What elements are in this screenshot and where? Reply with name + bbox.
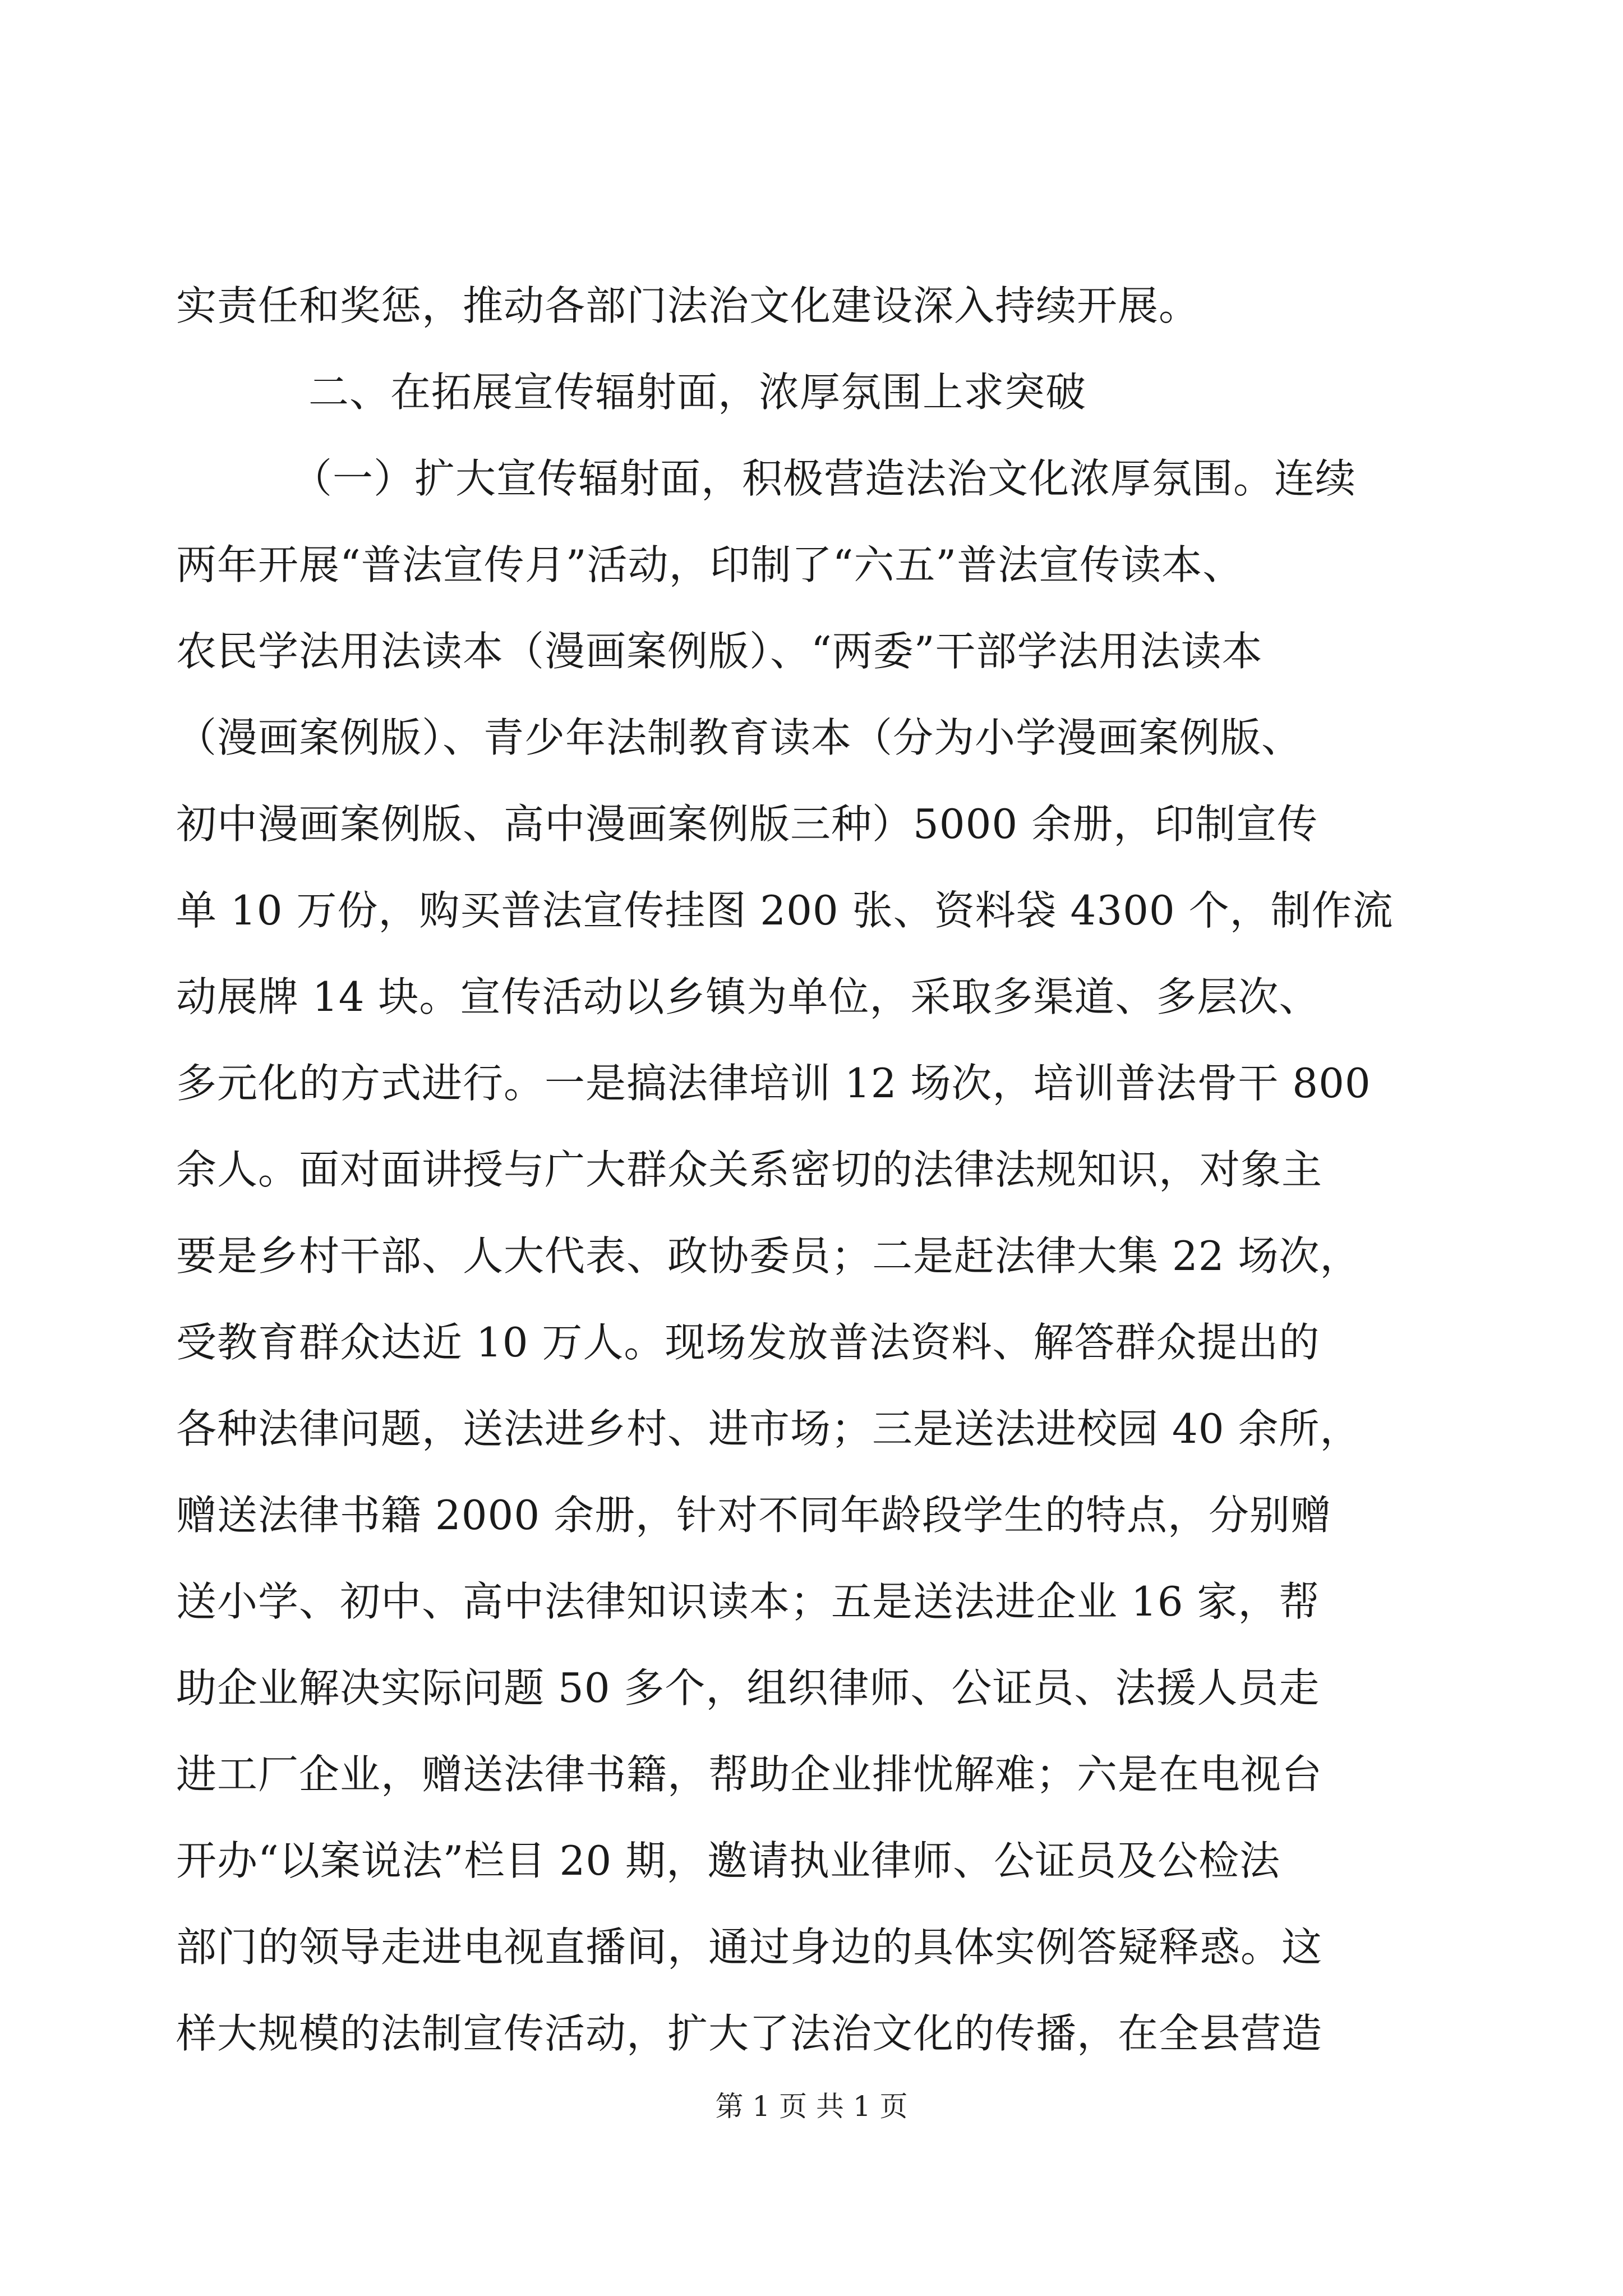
subsection-heading-line: （一）扩大宣传辐射面，积极营造法治文化浓厚氛围。连续 [292, 455, 1357, 502]
section-heading: 二、在拓展宣传辐射面，浓厚氛围上求突破 [308, 369, 1087, 416]
text-line: 初中漫画案例版、高中漫画案例版三种）5000 余册，印制宣传 [176, 800, 1318, 848]
text-line: 要是乡村干部、人大代表、政协委员；二是赶法律大集 22 场次， [176, 1232, 1361, 1280]
text-line: 多元化的方式进行。一是搞法律培训 12 场次，培训普法骨干 800 [176, 1060, 1371, 1107]
page-number-label: 第 1 页 共 1 页 [715, 2090, 908, 2123]
text-line: 助企业解决实际问题 50 多个，组织律师、公证员、法援人员走 [176, 1664, 1320, 1711]
text-line: 单 10 万份，购买普法宣传挂图 200 张、资料袋 4300 个，制作流 [176, 887, 1394, 934]
text-line: 各种法律问题，送法进乡村、进市场；三是送法进校园 40 余所， [176, 1405, 1361, 1452]
text-line: 受教育群众达近 10 万人。现场发放普法资料、解答群众提出的 [176, 1319, 1320, 1366]
text-line: 两年开展“普法宣传月”活动，印制了“六五”普法宣传读本、 [176, 541, 1244, 588]
text-line: 赠送法律书籍 2000 余册，针对不同年龄段学生的特点，分别赠 [176, 1492, 1332, 1539]
text-line: 实责任和奖惩，推动各部门法治文化建设深入持续开展。 [176, 282, 1200, 329]
text-line: 样大规模的法制宣传活动，扩大了法治文化的传播，在全县营造 [176, 2010, 1323, 2057]
text-line: 送小学、初中、高中法律知识读本；五是送法进企业 16 家，帮 [176, 1578, 1320, 1625]
text-line: （漫画案例版）、青少年法制教育读本（分为小学漫画案例版、 [176, 714, 1303, 761]
text-line: 进工厂企业，赠送法律书籍，帮助企业排忧解难；六是在电视台 [176, 1751, 1323, 1798]
page-footer [0, 2090, 1623, 2123]
text-line: 余人。面对面讲授与广大群众关系密切的法律法规知识，对象主 [176, 1146, 1323, 1193]
body-text [176, 263, 1438, 2077]
text-line: 农民学法用法读本（漫画案例版）、“两委”干部学法用法读本 [176, 628, 1263, 675]
text-line: 开办“以案说法”栏目 20 期，邀请执业律师、公证员及公检法 [176, 1837, 1281, 1884]
text-line: 部门的领导走进电视直播间，通过身边的具体实例答疑释惑。这 [176, 1924, 1323, 1971]
text-line: 动展牌 14 块。宣传活动以乡镇为单位，采取多渠道、多层次、 [176, 973, 1320, 1020]
